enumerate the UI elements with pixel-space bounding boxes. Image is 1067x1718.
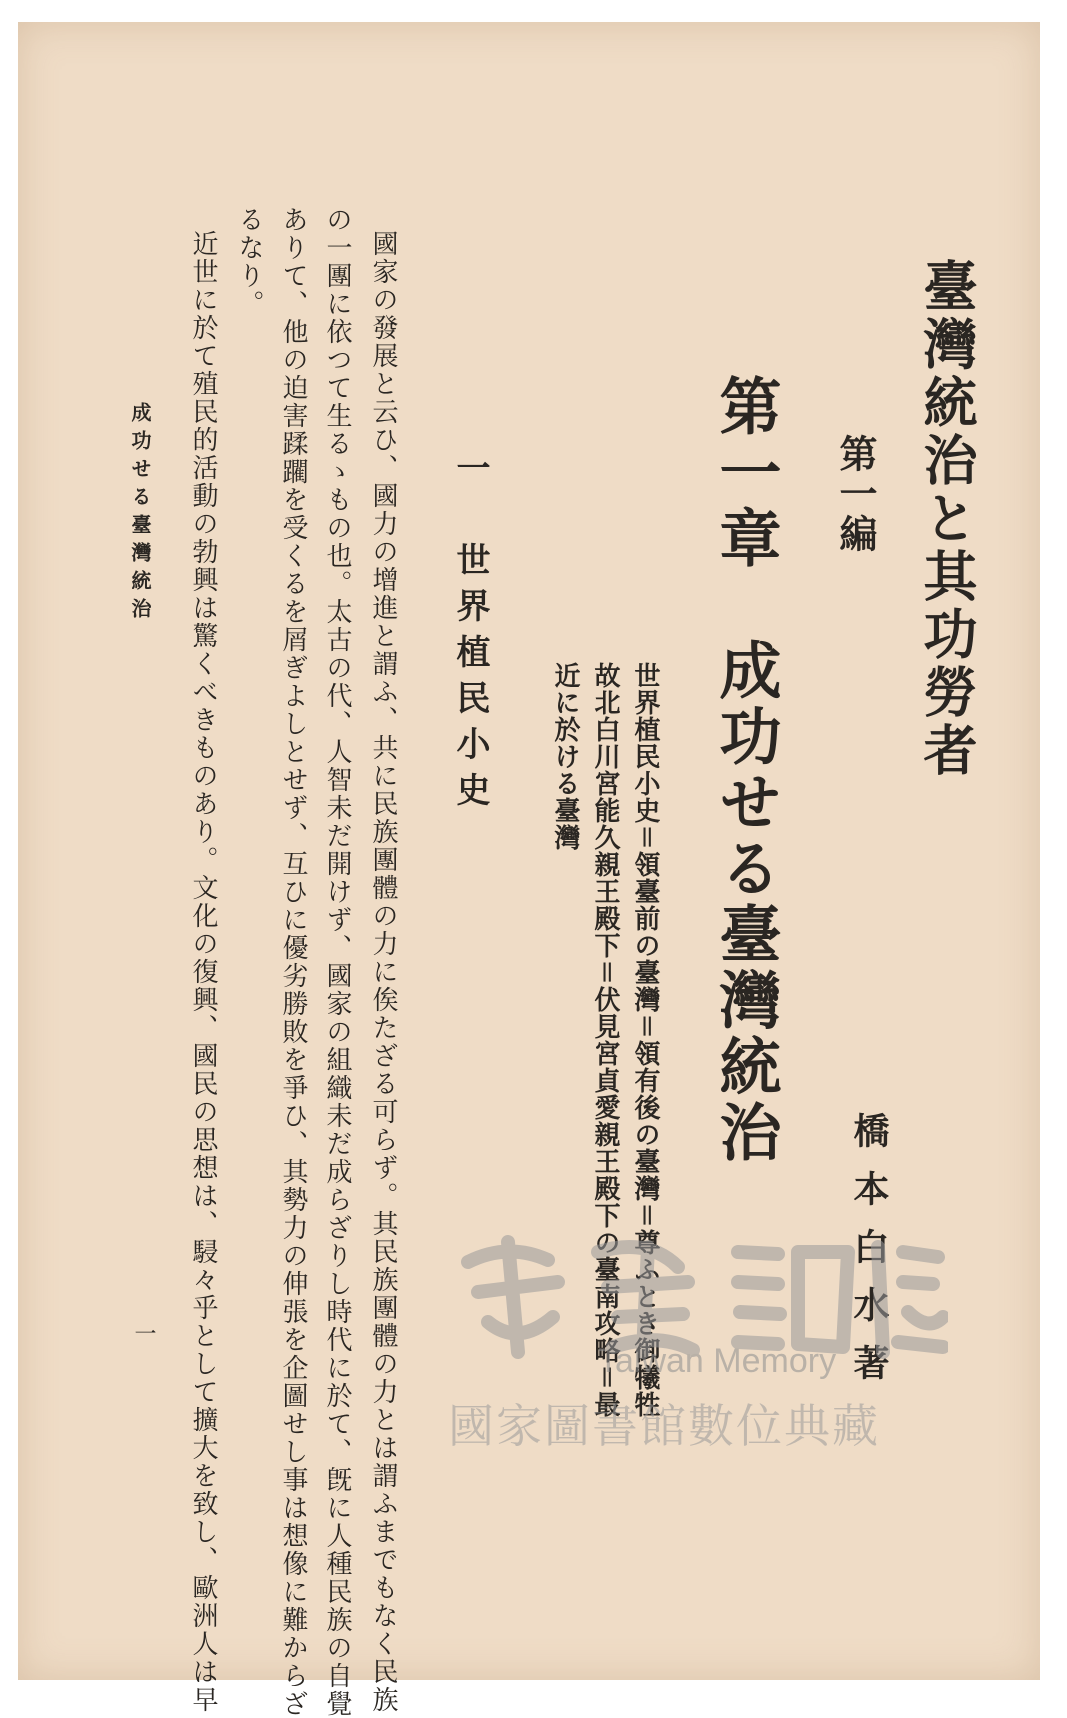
page-number: 一	[131, 1322, 156, 1344]
section-heading: 一 世界植民小史	[450, 450, 490, 818]
chapter-contents-line: 世界植民小史＝領臺前の臺灣＝領有後の臺灣＝尊ふとき御犧牲	[630, 662, 660, 1418]
body-text-line: るなり。	[234, 206, 264, 318]
chapter-heading: 第一章 成功せる臺灣統治	[709, 374, 782, 1166]
part-heading: 第一編	[833, 434, 878, 554]
chapter-contents-line: 近に於ける臺灣	[550, 662, 580, 851]
body-text-line: 近世に於て殖民的活動の勃興は驚くべきものあり。文化の復興、國民の思想は、駸々乎として擴大を致し、歐洲人は早	[188, 230, 218, 1714]
taiwan-memory-logo-icon	[448, 1222, 948, 1362]
watermark-institution-text: 國家圖書館數位典藏	[448, 1399, 880, 1453]
book-title: 臺灣統治と其功勞者	[915, 258, 979, 780]
chapter-contents-line: 故北白川宮能久親王殿下＝伏見宮貞愛親王殿下の臺南攻略＝最	[590, 662, 620, 1418]
author-name: 橋本白水著	[848, 1112, 890, 1402]
library-watermark	[448, 1222, 948, 1452]
running-header: 成功せる臺灣統治	[128, 402, 152, 626]
body-text-line: の一團に依つて生るゝもの也。太古の代、人智未だ開けず、國家の組織未だ成らざりし時代に於て、旣に人種民族の自覺	[322, 206, 352, 1718]
watermark-english-text: Taiwan Memory	[598, 1342, 837, 1380]
book-page	[18, 22, 1040, 1718]
body-text-line: 國家の發展と云ひ、國力の增進と謂ふ、共に民族團體の力に俟たざる可らず。其民族團體の力とは謂ふまでもなく民族	[368, 230, 398, 1714]
body-text-line: ありて、他の迫害蹂躙を受くるを屑ぎよしとせず、互ひに優劣勝敗を爭ひ、其勢力の伸張を企圖せし事は想像に難からざ	[278, 206, 308, 1718]
